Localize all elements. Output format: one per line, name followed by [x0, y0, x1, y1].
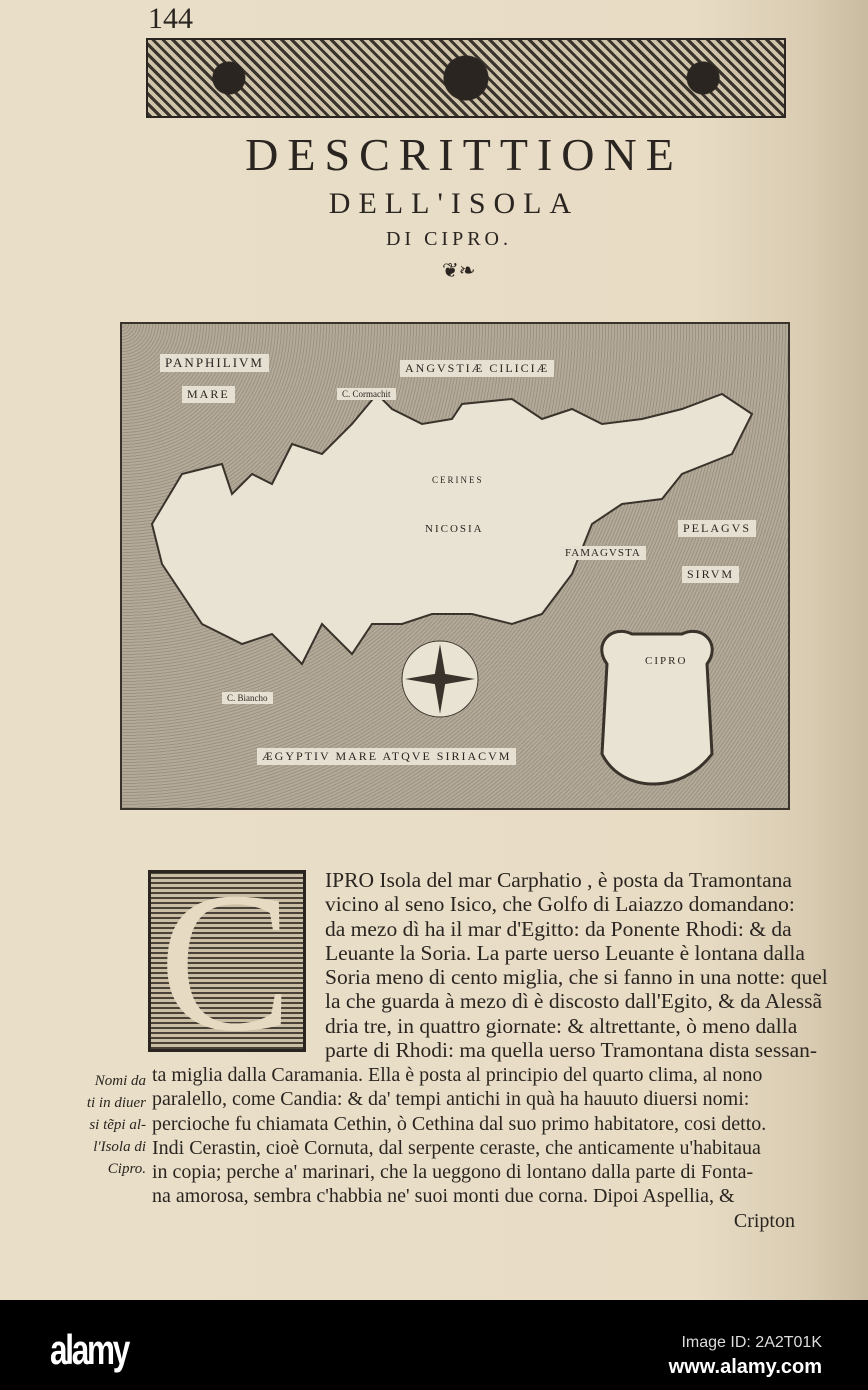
- ornamental-header-band: [146, 38, 786, 118]
- page-number: 144: [148, 2, 193, 35]
- cartouche-label: CIPRO: [645, 655, 688, 667]
- sea-label: PANPHILIVM: [160, 354, 269, 372]
- map-of-cyprus: [120, 322, 790, 810]
- catchword: Cripton: [733, 1209, 795, 1232]
- title-line-1: DESCRITTIONE: [245, 129, 683, 180]
- body-text-full: [152, 1063, 795, 1233]
- sea-label: ANGVSTIÆ CILICIÆ: [400, 360, 554, 377]
- note-line: Cipro.: [107, 1161, 146, 1177]
- text-line: vicino al seno Isico, che Golfo di Laiazzo domandano:: [325, 892, 795, 917]
- place-label: C. Cormachit: [337, 388, 396, 400]
- title-line-2: DELL'ISOLA: [328, 187, 580, 220]
- watermark-url: www.alamy.com: [668, 1356, 822, 1378]
- text-line: da mezo dì ha il mar d'Egitto: da Ponente Rhodi: & da: [325, 916, 792, 941]
- city-label: NICOSIA: [425, 523, 484, 535]
- sea-label: SIRVM: [682, 566, 739, 583]
- note-line: si tẽpi al-: [89, 1117, 146, 1133]
- fleuron-ornament: ❦❧: [442, 260, 476, 282]
- sea-label: ÆGYPTIV MARE ATQVE SIRIACVM: [257, 748, 516, 765]
- note-line: l'Isola di: [93, 1139, 146, 1155]
- margin-note: [72, 1070, 146, 1180]
- text-line: Soria meno di cento miglia, che si fanno in una notte: quel: [325, 965, 828, 990]
- body-text-indented: [325, 868, 828, 1063]
- image-id: Image ID: 2A2T01K: [681, 1334, 822, 1351]
- drop-cap-letter: C: [159, 852, 293, 1073]
- woodcut-drop-cap: [148, 852, 306, 1073]
- place-label: CERINES: [432, 475, 484, 485]
- sea-label: MARE: [182, 386, 235, 403]
- text-line: parte di Rhodi: ma quella uerso Tramontana dista sessan-: [325, 1038, 818, 1063]
- text-line: paralello, come Candia: & da' tempi antichi in quà ha hauuto diuersi nomi:: [152, 1088, 750, 1111]
- city-label: FAMAGVSTA: [560, 546, 646, 560]
- watermark-footer: [0, 1300, 868, 1390]
- text-line: dria tre, in quattro giornate: & altrettante, ò meno dalla: [325, 1013, 798, 1038]
- text-line: percioche fu chiamata Cethin, ò Cethina dal suo primo habitatore, cosi detto.: [152, 1112, 767, 1135]
- text-line: la che guarda à mezo dì è discosto dall'Egito, & da Alessã: [325, 989, 823, 1014]
- note-line: ti in diuer: [86, 1095, 146, 1111]
- sea-label: PELAGVS: [678, 520, 756, 537]
- text-line: IPRO Isola del mar Carphatio , è posta da Tramontana: [325, 868, 792, 892]
- title-line-3: DI CIPRO.: [385, 228, 512, 250]
- text-line: in copia; perche a' marinari, che la ueggono di lontano dalla parte di Fonta-: [152, 1161, 754, 1184]
- text-line: ta miglia dalla Caramania. Ella è posta al principio del quarto clima, al nono: [152, 1064, 763, 1086]
- place-label: C. Biancho: [222, 692, 273, 704]
- text-line: na amorosa, sembra c'habbia ne' suoi monti due corna. Dipoi Aspellia, &: [152, 1185, 735, 1208]
- alamy-logo: alamy: [50, 1326, 129, 1373]
- text-line: Indi Cerastin, cioè Cornuta, dal serpente ceraste, che anticamente u'habitaua: [152, 1136, 761, 1159]
- note-line: Nomi da: [94, 1073, 146, 1089]
- text-line: Leuante la Soria. La parte uerso Leuante è lontana dalla: [325, 940, 805, 965]
